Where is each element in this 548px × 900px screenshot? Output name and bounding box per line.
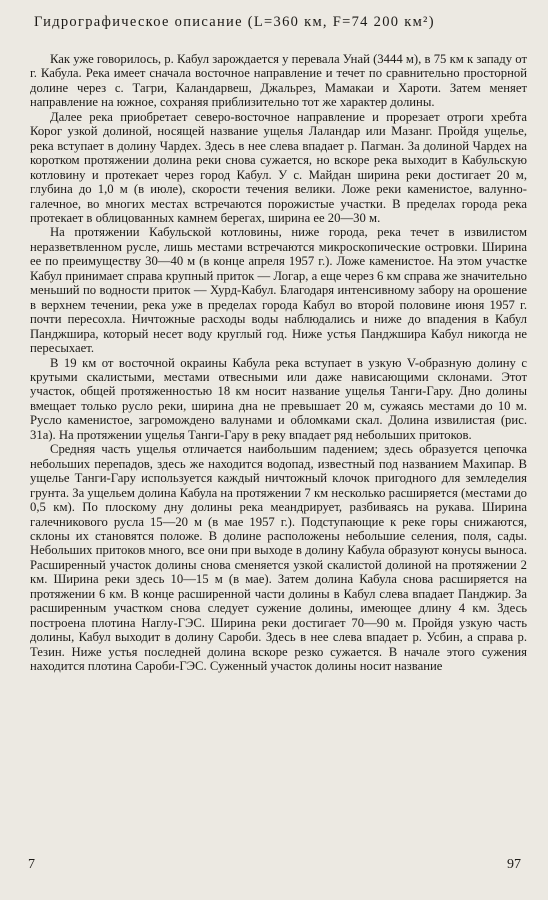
signature-mark: 7 [28,857,35,872]
paragraph: Средняя часть ущелья отличается наибольшим падением; здесь образуется цепочка небольших перепадов, здесь же находится водопад, известный под названием Махипар. В ущелье Танги-Гару используется каждый ничтожный клочок пригодного для земледелия грунта. За ущельем долина Кабула на протяжении 7 км несколько расширяется (местами до 0,5 км). По плоскому дну долины река меандрирует, разбиваясь на рукава. Ширина галечникового русла 15—20 м (в мае 1957 г.). Подступающие к реке горы снижаются, склоны их становятся положе. В долине расположены небольшие селения, поля, сады. Небольших притоков много, все они при выходе в долину Кабула образуют конусы выноса. Расширенный участок долины снова сменяется узкой скалистой долиной на протяжении 2 км. Ширина реки здесь 10—15 м (в мае). Затем долина Кабула снова расширяется на протяжении 6 км. В конце расширенной части долины в Кабул слева впадает Панджир. За расширенным участком снова следует сужение долины, имеющее длину 4 км. Здесь построена плотина Наглу-ГЭС. Ширина реки достигает 70—90 м. Пройдя узкую часть долины, Кабул выходит в долину Сароби. Здесь в нее слева впадает р. Усбин, а справа р. Тезин. Ниже устья последней долина вскоре резко сужается. В начале этого сужения находится плотина Сароби-ГЭС. Суженный участок долины носит название [30,442,527,674]
paragraph: В 19 км от восточной окраины Кабула река вступает в узкую V-образную долину с крутыми скалистыми, местами отвесными или даже нависающими склонами. Этот участок, общей протяженностью 18 км носит название ущелья Танги-Гару. Дно долины вмещает только русло реки, ширина дна не превышает 20 м, сужаясь местами до 10 м. Русло каменистое, загромождено валунами и обломками скал. Долина извилистая (рис. 31а). На протяжении ущелья Танги-Гару в реку впадает ряд небольших притоков. [30,355,527,442]
paragraph: Далее река приобретает северо-восточное направление и прорезает отроги хребта Корог узкой долиной, носящей название ущелья Лаландар или Мазанг. Пройдя ущелье, река вступает в долину Чардех. Здесь в нее слева впадает р. Пагман. За долиной Чардех на коротком протяжении долина реки снова сужается, но вскоре река выходит в Кабульскую котловину и протекает через город Кабул. У с. Майдан ширина реки достигает 20 м, глубина до 1,0 м (в июле), скорости течения велики. Ложе реки каменистое, валунно-галечное, во многих местах встречаются порожистые участки. В пределах города река протекает в облицованных камнем берегах, ширина ее 20—30 м. [30,109,527,225]
running-header: Гидрографическое описание (L=360 км, F=74 200 км²) [34,14,435,30]
paragraph: На протяжении Кабульской котловины, ниже города, река течет в извилистом неразветвленном русле, лишь местами встречаются микроскопические островки. Ширина ее по преимуществу 30—40 м (в конце апреля 1957 г.). Ложе каменистое. На этом участке Кабул принимает справа крупный приток — Логар, а еще через 6 км справа же значительно меньший по водности приток — Хурд-Кабул. Благодаря интенсивному забору на орошение в верхнем течении, река уже в пределах города Кабул во второй половине июня 1957 г. почти пересохла. Ничтожные расходы воды наблюдались и ниже до впадения в Кабул Панджшира, который несет воду круглый год. Ниже устья Панджшира Кабул никогда не пересыхает. [30,225,527,356]
page-number: 97 [507,857,521,872]
paragraph: Как уже говорилось, р. Кабул зарождается у перевала Унай (3444 м), в 75 км к западу от г. Кабула. Река имеет сначала восточное направление и течет по сравнительно просторной долине через с. Тагри, Каландарвеш, Джальрез, Мамакаи и Харoти. Затем меняет направление на южное, сохраняя приблизительно тот же характер долины. [30,52,527,110]
body-text [30,52,527,673]
